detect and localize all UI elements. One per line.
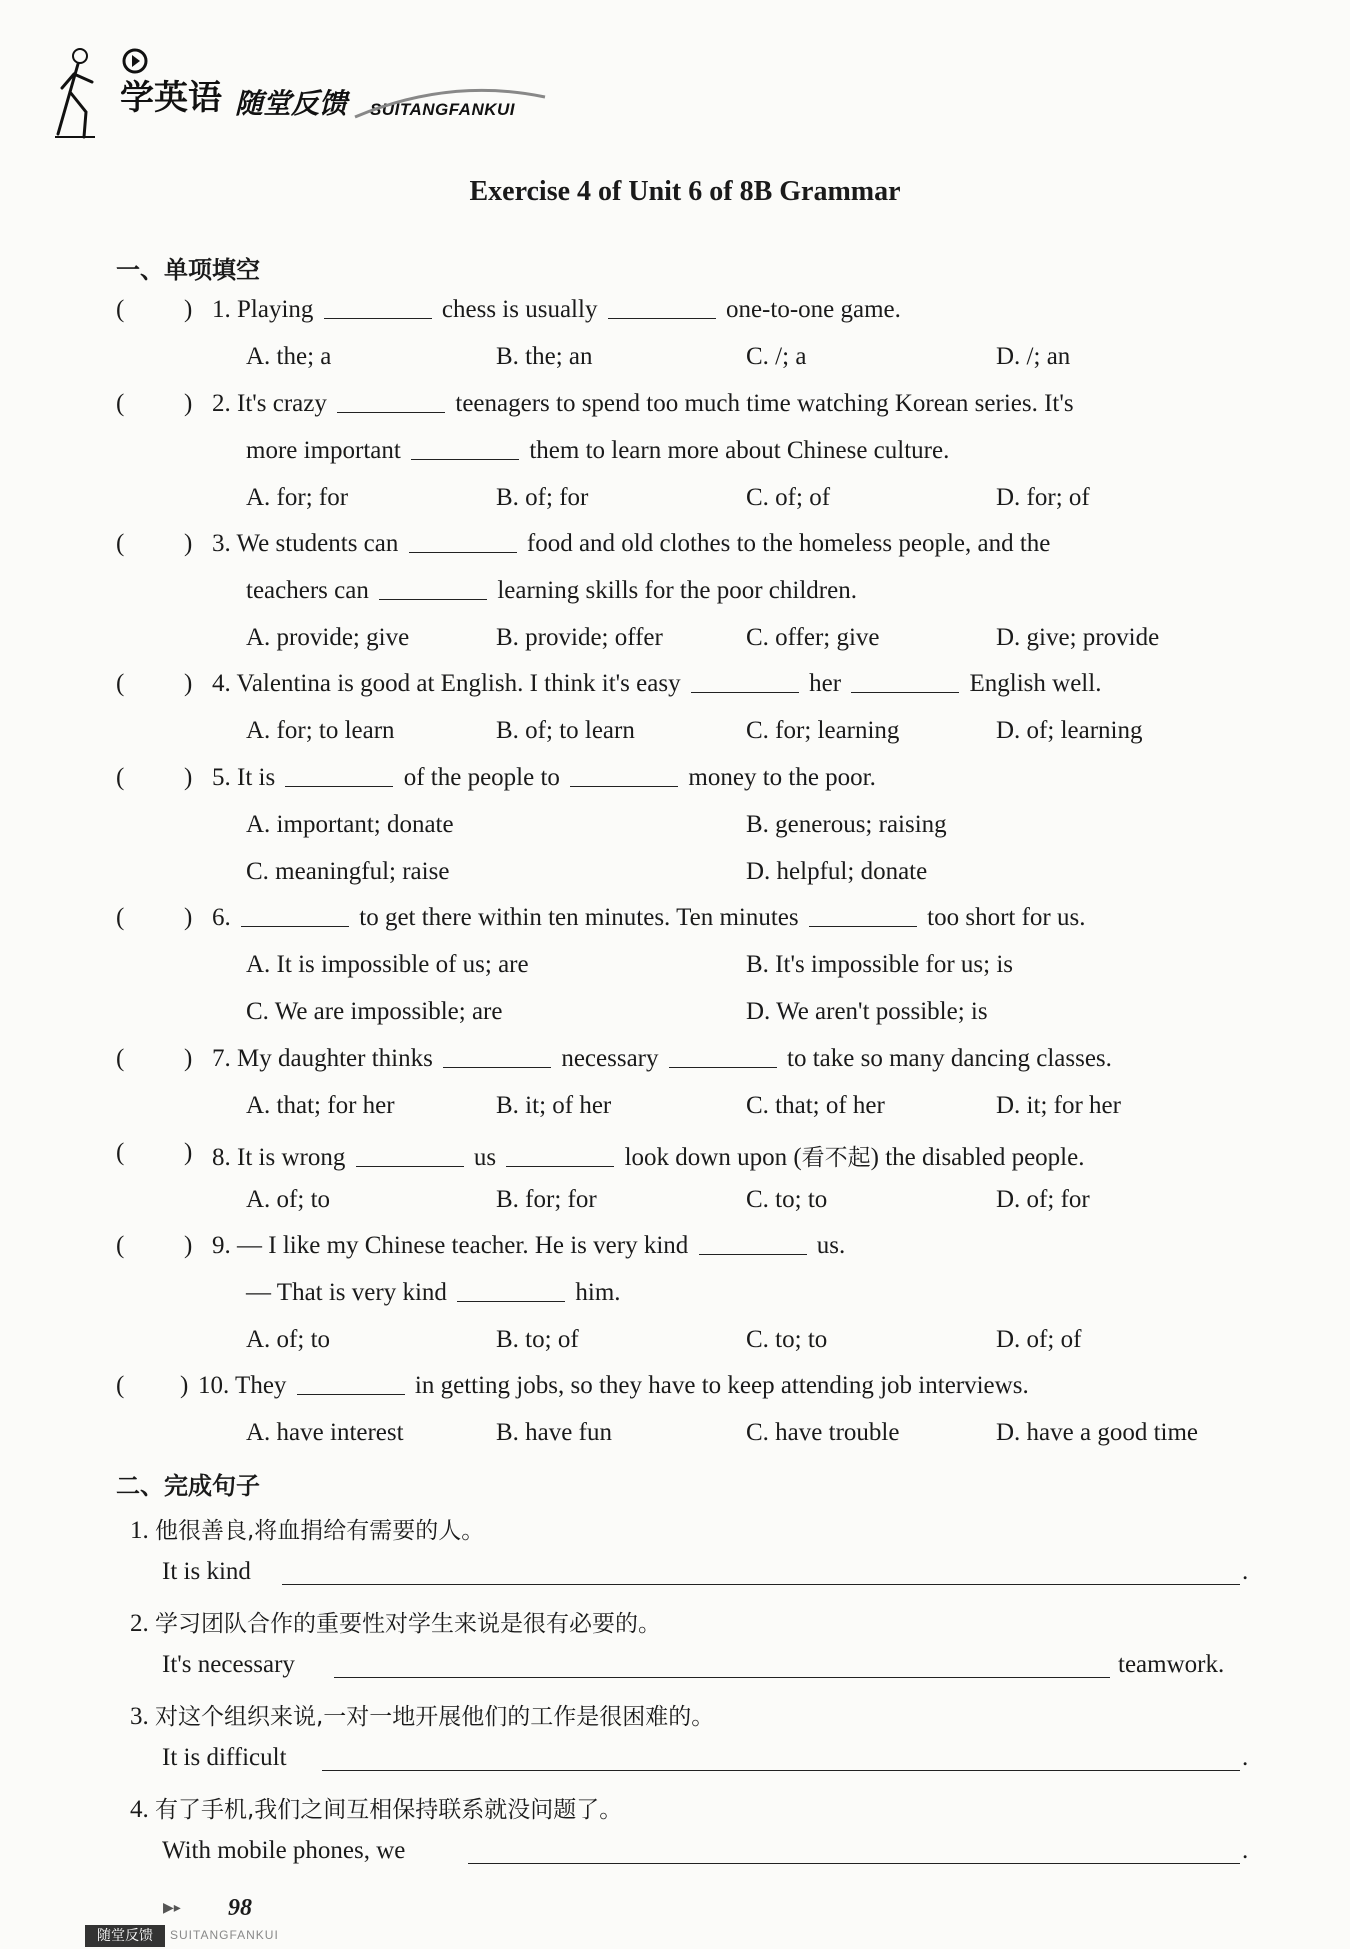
option: D. /; an [996, 343, 1071, 370]
option: C. to; to [746, 1186, 828, 1213]
option: D. give; provide [996, 624, 1160, 651]
option: B. for; for [496, 1186, 597, 1213]
logo-text-cn: 学英语 [120, 78, 222, 118]
option: C. that; of her [746, 1092, 885, 1119]
option: C. offer; give [746, 624, 880, 651]
option: D. of; of [996, 1326, 1082, 1353]
header-logo [50, 42, 550, 147]
page-title: Exercise 4 of Unit 6 of 8B Grammar [469, 176, 901, 207]
option: B. provide; offer [496, 624, 663, 651]
option: A. provide; give [246, 624, 410, 651]
option: C. meaningful; raise [246, 858, 450, 885]
sentence-3-cn: 3. 对这个组织来说,一对一地开展他们的工作是很困难的。 [130, 1703, 715, 1730]
sentence-4-cn: 4. 有了手机,我们之间互相保持联系就没问题了。 [130, 1796, 623, 1823]
option: A. the; a [246, 343, 332, 370]
option: A. have interest [246, 1419, 404, 1446]
option: C. for; learning [746, 717, 900, 744]
footer-label [85, 1923, 285, 1949]
option: C. of; of [746, 484, 831, 511]
sentence-4-prefix: With mobile phones, we [162, 1837, 406, 1864]
option: A. of; to [246, 1326, 331, 1353]
option: D. helpful; donate [746, 858, 928, 885]
option: D. of; learning [996, 717, 1143, 744]
answer-line-4[interactable] [468, 1863, 1240, 1864]
option: A. of; to [246, 1186, 331, 1213]
option: A. for; for [246, 484, 349, 511]
option: A. that; for her [246, 1092, 395, 1119]
option: B. it; of her [496, 1092, 612, 1119]
answer-line-2[interactable] [334, 1677, 1110, 1678]
option: A. important; donate [246, 811, 454, 838]
sentence-2-prefix: It's necessary [162, 1651, 295, 1678]
logo-text-en: SUITANGFANKUI [370, 100, 516, 119]
sentence-3-prefix: It is difficult [162, 1744, 287, 1771]
runner-icon [50, 42, 130, 142]
answer-line-1[interactable] [282, 1584, 1240, 1585]
sentence-1-cn: 1. 他很善良,将血捐给有需要的人。 [130, 1517, 485, 1544]
answer-bracket-close: ) [184, 296, 193, 323]
page-arrow-icon: ▶▸ [163, 1901, 181, 1916]
option: C. We are impossible; are [246, 998, 503, 1025]
section-heading-complete: 二、完成句子 [116, 1472, 260, 1500]
option: D. for; of [996, 484, 1090, 511]
sentence-1-prefix: It is kind [162, 1558, 251, 1585]
option: B. the; an [496, 343, 593, 370]
option: B. of; to learn [496, 717, 635, 744]
option: D. We aren't possible; is [746, 998, 988, 1025]
answer-line-3[interactable] [322, 1770, 1240, 1771]
option: B. It's impossible for us; is [746, 951, 1014, 978]
blank[interactable] [608, 296, 716, 319]
option: A. for; to learn [246, 717, 395, 744]
swoosh-icon [350, 82, 550, 122]
sentence-4-suffix: . [1242, 1837, 1249, 1864]
footer-label-en: SUITANGFANKUI [170, 1928, 279, 1942]
logo-text-cn2: 随堂反馈 [235, 87, 348, 120]
question-number: 1. [212, 296, 231, 323]
sentence-1-suffix: . [1242, 1558, 1249, 1585]
section-heading-choice: 一、单项填空 [116, 256, 260, 284]
page-number: 98 [228, 1895, 252, 1921]
option: D. of; for [996, 1186, 1090, 1213]
option: B. have fun [496, 1419, 612, 1446]
option: C. /; a [746, 343, 807, 370]
sentence-2-suffix: teamwork. [1118, 1651, 1225, 1678]
option: C. have trouble [746, 1419, 900, 1446]
option: D. have a good time [996, 1419, 1199, 1446]
answer-bracket-open: ( [116, 296, 125, 323]
option: B. generous; raising [746, 811, 947, 838]
footer-label-cn: 随堂反馈 [85, 1925, 165, 1947]
option: A. It is impossible of us; are [246, 951, 529, 978]
sentence-3-suffix: . [1242, 1744, 1249, 1771]
sentence-2-cn: 2. 学习团队合作的重要性对学生来说是很有必要的。 [130, 1610, 661, 1637]
option: D. it; for her [996, 1092, 1121, 1119]
option: C. to; to [746, 1326, 828, 1353]
blank[interactable] [324, 296, 432, 319]
option: B. of; for [496, 484, 589, 511]
option: B. to; of [496, 1326, 579, 1353]
